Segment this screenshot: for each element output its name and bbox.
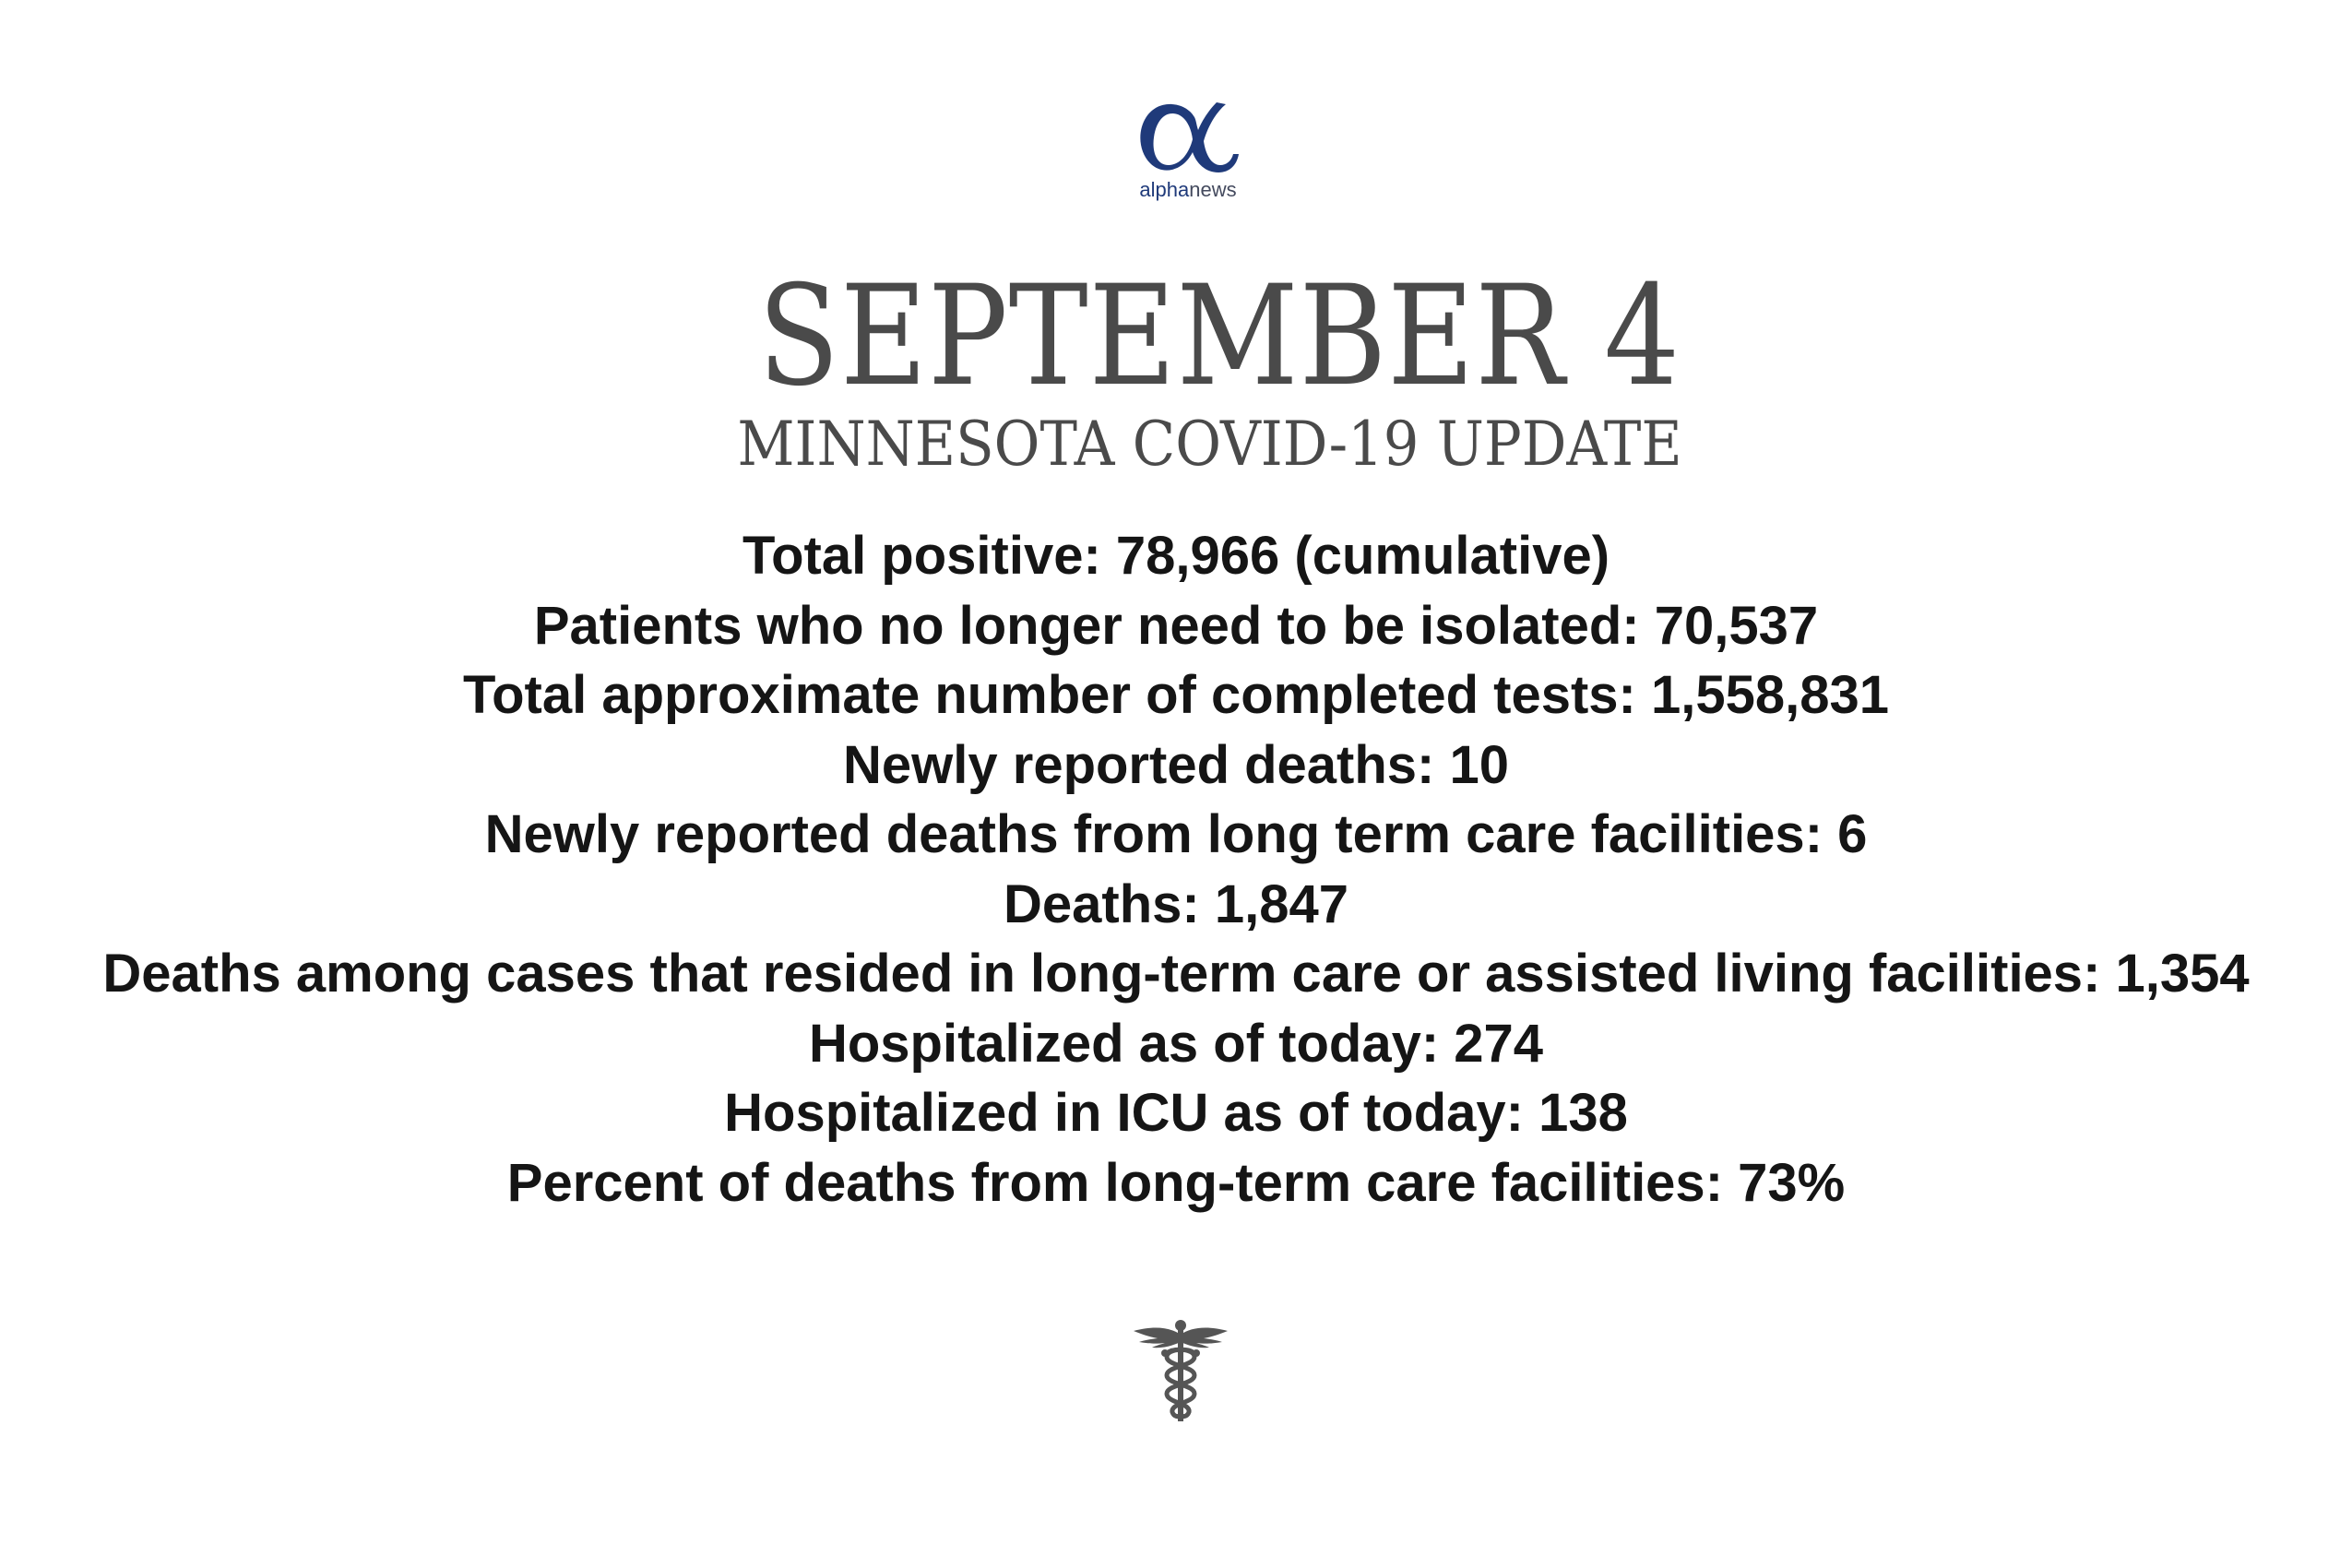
stat-deaths-ltc-residents: Deaths among cases that resided in long-term care or assisted living facilities: 1,354 bbox=[102, 944, 2250, 1004]
stat-total-positive: Total positive: 78,966 (cumulative) bbox=[742, 526, 1610, 586]
page-subtitle bbox=[0, 409, 2352, 480]
alphanews-logo[interactable] bbox=[1128, 97, 1248, 208]
stat-new-deaths-ltc: Newly reported deaths from long term care facilities: 6 bbox=[484, 804, 1868, 864]
logo-wordmark-alpha: alpha bbox=[1139, 178, 1190, 201]
logo-wordmark bbox=[1128, 178, 1248, 202]
date-heading: SEPTEMBER 4 bbox=[758, 256, 1681, 417]
stat-completed-tests: Total approximate number of completed tests: 1,558,831 bbox=[462, 665, 1890, 725]
alpha-logo-icon bbox=[1128, 97, 1248, 180]
stat-percent-ltc-deaths: Percent of deaths from long-term care facilities: 73% bbox=[506, 1152, 1846, 1213]
stats-list bbox=[0, 521, 2352, 1218]
update-subtitle: MINNESOTA COVID-19 UPDATE bbox=[737, 409, 1683, 480]
logo-wordmark-news: news bbox=[1189, 178, 1237, 201]
stat-deaths: Deaths: 1,847 bbox=[1004, 873, 1348, 934]
stat-hospitalized: Hospitalized as of today: 274 bbox=[808, 1013, 1544, 1074]
caduceus-icon bbox=[1130, 1314, 1231, 1425]
stat-no-longer-isolated: Patients who no longer need to be isolated: 70,537 bbox=[533, 595, 1819, 656]
stat-newly-reported-deaths: Newly reported deaths: 10 bbox=[843, 734, 1509, 795]
page-title bbox=[0, 256, 2352, 417]
stat-hospitalized-icu: Hospitalized in ICU as of today: 138 bbox=[724, 1083, 1628, 1143]
